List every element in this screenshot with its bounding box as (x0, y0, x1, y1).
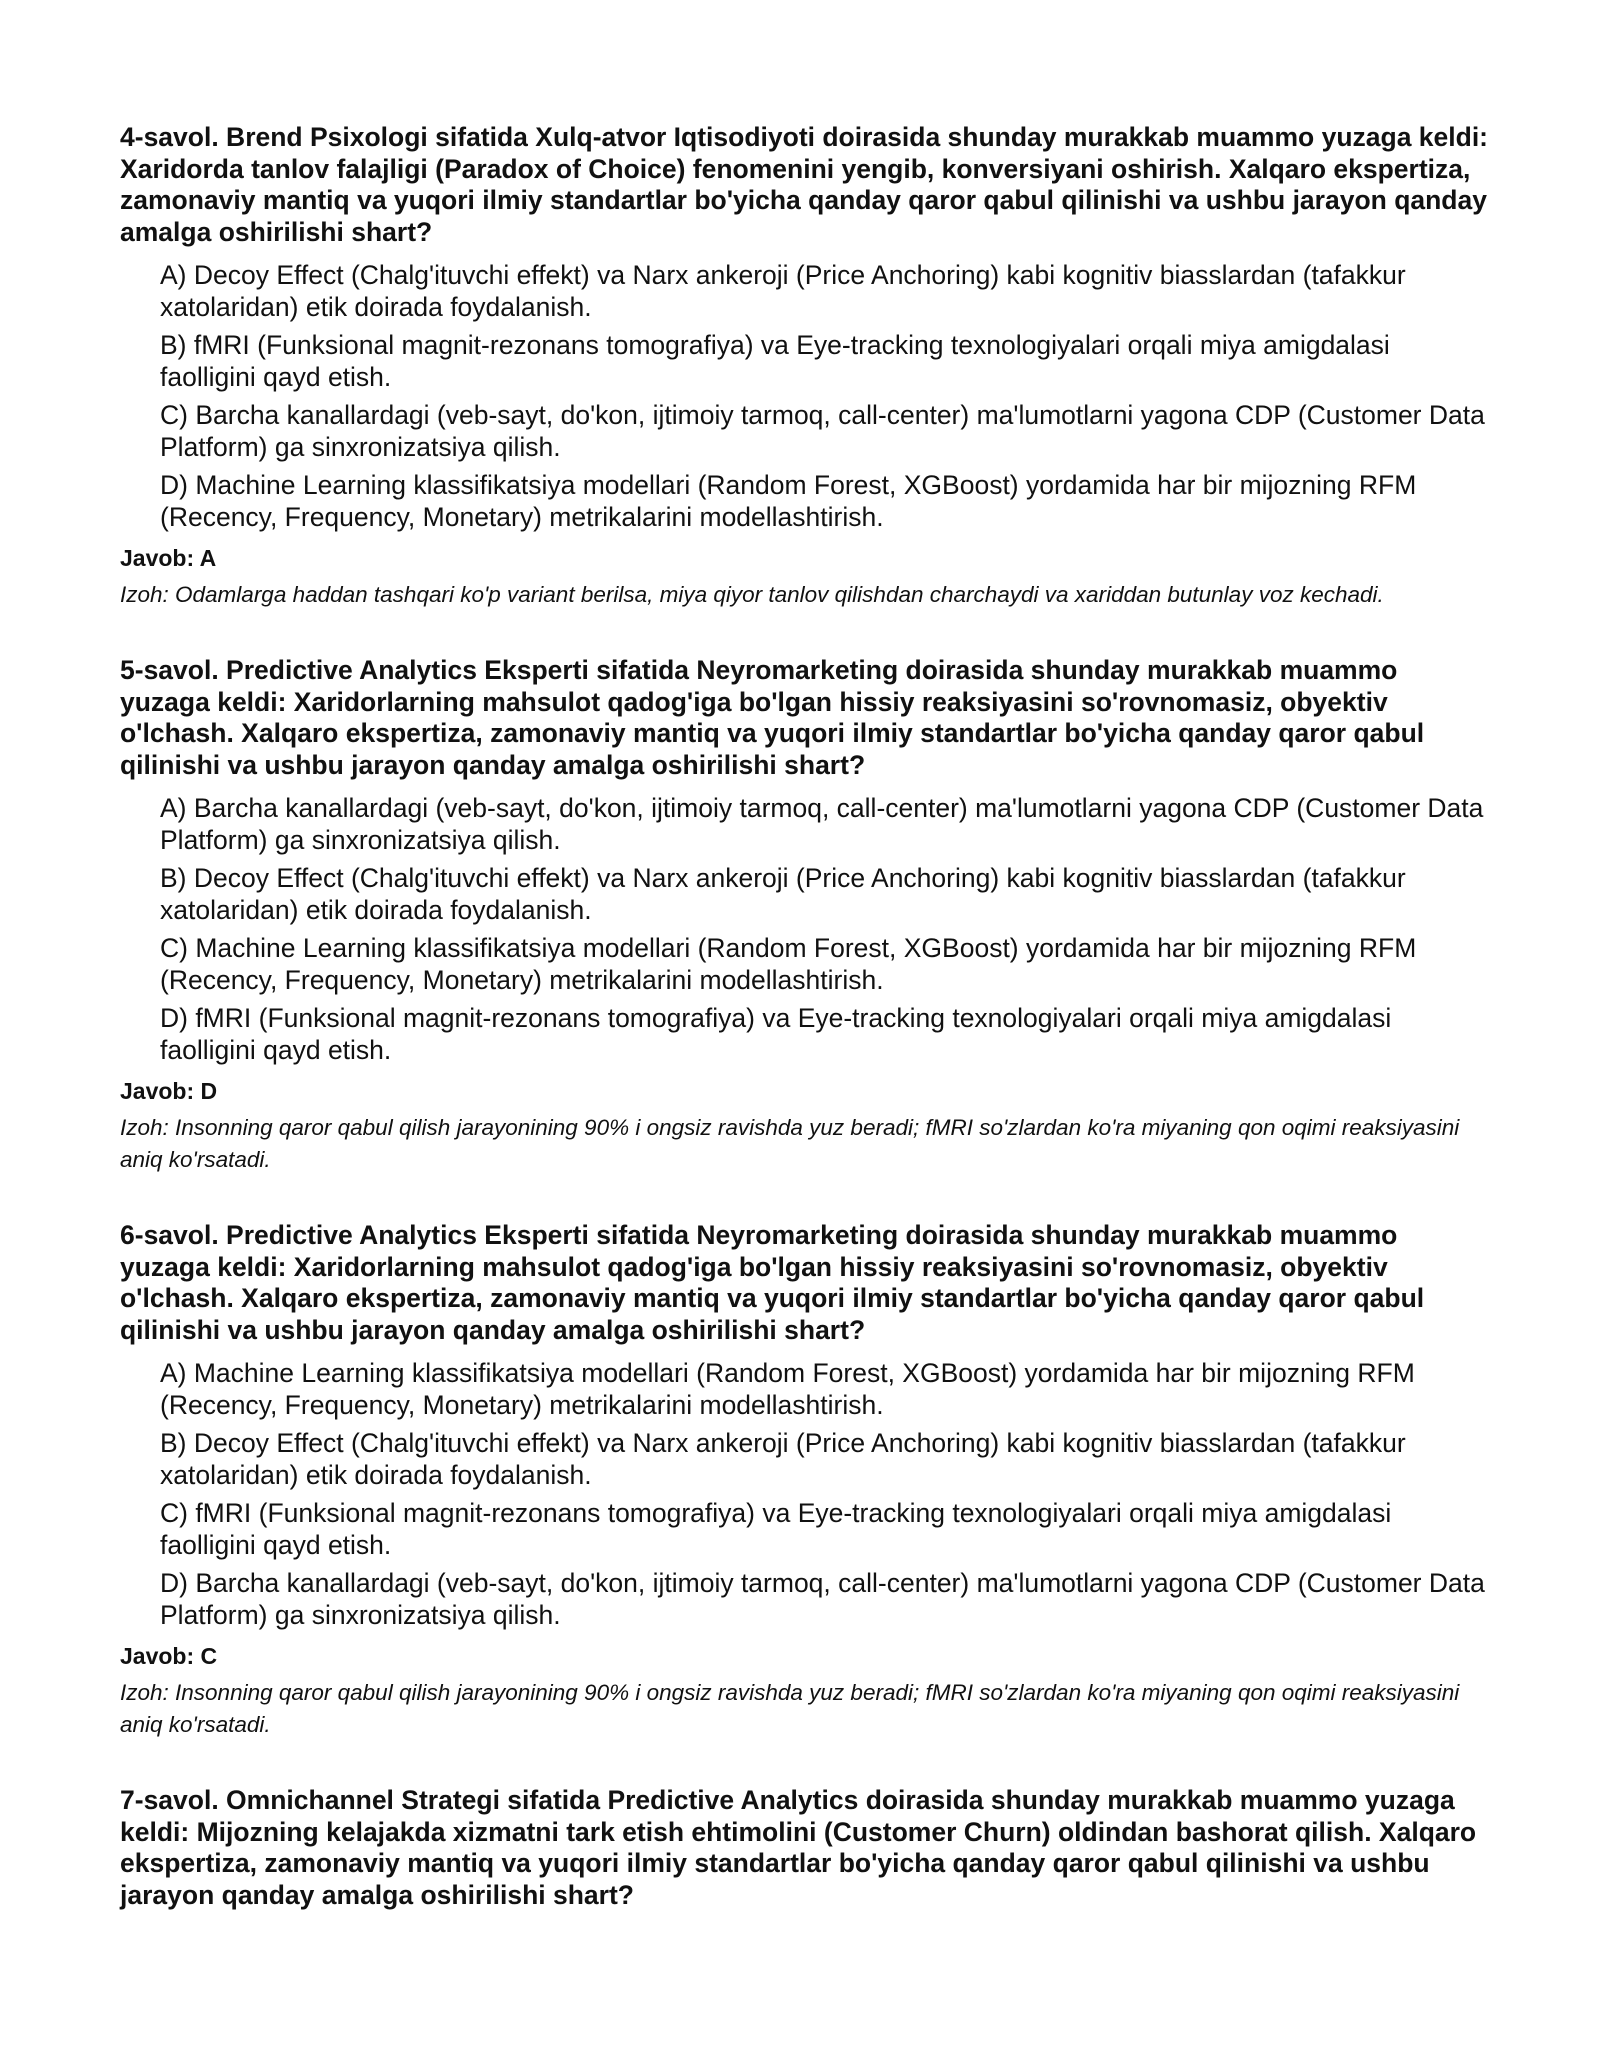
option-a: A) Decoy Effect (Chalg'ituvchi effekt) va Narx ankeroji (Price Anchoring) kabi kognitiv biasslardan (tafakkur xatolaridan) etik doirada foydalanish. (160, 260, 1406, 322)
option-list (160, 793, 1490, 1066)
option-d: D) fMRI (Funksional magnit-rezonans tomografiya) va Eye-tracking texnologiyalari orqali miya amigdalasi faolligini qayd etish. (160, 1003, 1392, 1065)
document-page (120, 122, 1490, 1955)
question-title: 6-savol. Predictive Analytics Eksperti sifatida Neyromarketing doirasida shunday murakkab muammo yuzaga keldi: Xaridorlarning mahsulot qadog'iga bo'lgan hissiy reaksiyasini so'rovnomasiz, obyektiv o'lchash. Xalqaro ekspertiza, zamonaviy mantiq va yuqori ilmiy standartlar bo'yicha qanday qaror qabul qilinishi va ushbu jarayon qanday amalga oshirilishi shart? (120, 1220, 1425, 1345)
option-a: A) Machine Learning klassifikatsiya modellari (Random Forest, XGBoost) yordamida har bir mijozning RFM (Recency, Frequency, Monetary) metrikalarini modellashtirish. (160, 1358, 1415, 1420)
option-c: C) Machine Learning klassifikatsiya modellari (Random Forest, XGBoost) yordamida har bir mijozning RFM (Recency, Frequency, Monetary) metrikalarini modellashtirish. (160, 933, 1417, 995)
explanation-note: Izoh: Insonning qaror qabul qilish jarayonining 90% i ongsiz ravishda yuz beradi; fMRI so'zlardan ko'ra miyaning qon oqimi reaksiyasini aniq ko'rsatadi. (120, 1680, 1460, 1737)
question-7 (120, 1785, 1490, 1911)
explanation-note: Izoh: Odamlarga haddan tashqari ko'p variant berilsa, miya qiyor tanlov qilishdan charchaydi va xariddan butunlay voz kechadi. (120, 582, 1384, 607)
answer-label: Javob: D (120, 1078, 218, 1104)
answer-label: Javob: C (120, 1643, 218, 1669)
answer-label: Javob: A (120, 545, 217, 571)
option-c: C) fMRI (Funksional magnit-rezonans tomografiya) va Eye-tracking texnologiyalari orqali miya amigdalasi faolligini qayd etish. (160, 1498, 1392, 1560)
option-b: B) Decoy Effect (Chalg'ituvchi effekt) va Narx ankeroji (Price Anchoring) kabi kognitiv biasslardan (tafakkur xatolaridan) etik doirada foydalanish. (160, 863, 1406, 925)
option-d: D) Barcha kanallardagi (veb-sayt, do'kon, ijtimoiy tarmoq, call-center) ma'lumotlarni yagona CDP (Customer Data Platform) ga sinxronizatsiya qilish. (160, 1568, 1485, 1630)
option-list (160, 1358, 1490, 1631)
option-b: B) Decoy Effect (Chalg'ituvchi effekt) va Narx ankeroji (Price Anchoring) kabi kognitiv biasslardan (tafakkur xatolaridan) etik doirada foydalanish. (160, 1428, 1406, 1490)
question-5 (120, 655, 1490, 1176)
question-title: 7-savol. Omnichannel Strategi sifatida Predictive Analytics doirasida shunday murakkab muammo yuzaga keldi: Mijozning kelajakda xizmatni tark etish ehtimolini (Customer Churn) oldindan bashorat qilish. Xalqaro ekspertiza, zamonaviy mantiq va yuqori ilmiy standartlar bo'yicha qanday qaror qabul qilinishi va ushbu jarayon qanday amalga oshirilishi shart? (120, 1785, 1477, 1910)
question-6 (120, 1220, 1490, 1741)
question-title: 5-savol. Predictive Analytics Eksperti sifatida Neyromarketing doirasida shunday murakkab muammo yuzaga keldi: Xaridorlarning mahsulot qadog'iga bo'lgan hissiy reaksiyasini so'rovnomasiz, obyektiv o'lchash. Xalqaro ekspertiza, zamonaviy mantiq va yuqori ilmiy standartlar bo'yicha qanday qaror qabul qilinishi va ushbu jarayon qanday amalga oshirilishi shart? (120, 655, 1425, 780)
option-list (160, 260, 1490, 533)
option-d: D) Machine Learning klassifikatsiya modellari (Random Forest, XGBoost) yordamida har bir mijozning RFM (Recency, Frequency, Monetary) metrikalarini modellashtirish. (160, 470, 1417, 532)
explanation-note: Izoh: Insonning qaror qabul qilish jarayonining 90% i ongsiz ravishda yuz beradi; fMRI so'zlardan ko'ra miyaning qon oqimi reaksiyasini aniq ko'rsatadi. (120, 1115, 1460, 1172)
option-a: A) Barcha kanallardagi (veb-sayt, do'kon, ijtimoiy tarmoq, call-center) ma'lumotlarni yagona CDP (Customer Data Platform) ga sinxronizatsiya qilish. (160, 793, 1484, 855)
question-title: 4-savol. Brend Psixologi sifatida Xulq-atvor Iqtisodiyoti doirasida shunday murakkab muammo yuzaga keldi: Xaridorda tanlov falajligi (Paradox of Choice) fenomenini yengib, konversiyani oshirish. Xalqaro ekspertiza, zamonaviy mantiq va yuqori ilmiy standartlar bo'yicha qanday qaror qabul qilinishi va ushbu jarayon qanday amalga oshirilishi shart? (120, 122, 1489, 247)
option-b: B) fMRI (Funksional magnit-rezonans tomografiya) va Eye-tracking texnologiyalari orqali miya amigdalasi faolligini qayd etish. (160, 330, 1390, 392)
option-c: C) Barcha kanallardagi (veb-sayt, do'kon, ijtimoiy tarmoq, call-center) ma'lumotlarni yagona CDP (Customer Data Platform) ga sinxronizatsiya qilish. (160, 400, 1485, 462)
question-4 (120, 122, 1490, 611)
